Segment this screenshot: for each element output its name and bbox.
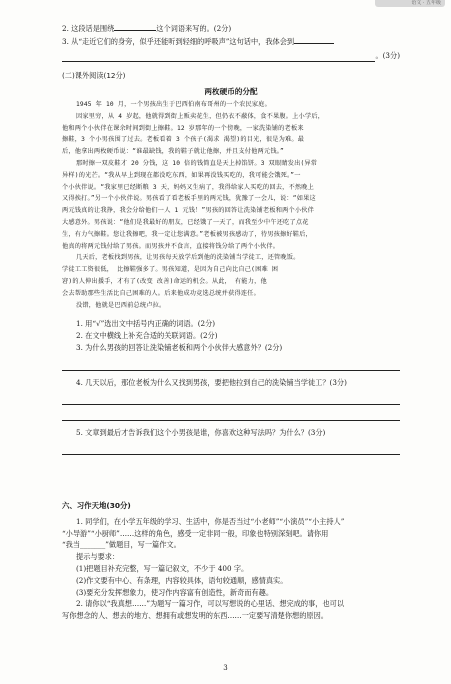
question-2: 2. 这段话是围绕 这个词语来写的。(2分) <box>62 24 232 33</box>
question-3: 3. 为什么男孩的回答让洗染铺老板和两个小伙伴大感意外？(2分) <box>76 342 283 352</box>
story-paragraph: 几天后，老板找到男孩，让男孩每天放学后到他的洗染铺当学徒工，还管晚饭。 <box>76 254 300 262</box>
story-paragraph: 因家里穷，从 4 岁起，他就得到街上贩卖花生，但仍衣不蔽体，食不果腹。上小学后， <box>76 112 325 120</box>
prompt-1-line: 1. 同学们，在小学五年级的学习、生活中，你是否当过“小老师”“小演员”“小主持人” <box>76 516 345 526</box>
section-heading: 六、习作天地(30分) <box>62 501 131 510</box>
prompt-1-line: “我当_______”做题目，写一篇作文。 <box>62 540 181 550</box>
answer-blank[interactable] <box>114 22 156 31</box>
story-line: 异样)的光芒。“我从早上到现在都没吃东西，如果再没钱买吃的，我可能会饿死。”一 <box>62 171 301 179</box>
story-line: 学徒工工资很低， 比擦鞋强多了。男孩知道，是因为自己向比自己(困难 困 <box>62 266 279 274</box>
story-title: 两枚硬币的分配 <box>204 86 258 96</box>
answer-blank[interactable] <box>294 35 334 44</box>
prompt-2-line: 写你想念的人、想去的地方、想拥有或想发明的东西……一定要写清楚你想的原因。 <box>62 611 328 621</box>
story-line: 大感意外。男孩说：“他们是我最好的朋友，已经饿了一天了，而我至少中午还吃了点花 <box>62 218 309 226</box>
story-line: 两元钱真的让我挣，我会分给他们一人 1 元钱！”男孩的回答让洗染铺老板和两个小伙伴 <box>62 207 315 215</box>
story-line: 后，他拿出两枚硬币说：“谁最缺钱，我的鞋子就让他擦，并且支付他两元钱。” <box>62 148 284 156</box>
question-3: 3. 从“走近它们的身旁，似乎还能听到轻细的呼吸声”这句话中，我体会到 <box>62 35 400 48</box>
tip-item: (3)要充分发挥想象力，使习作内容富有创造性，新奇而有趣。 <box>76 587 274 597</box>
story-line: 他和两个小伙伴在课余时间到街上擦鞋。12 岁那年的一个傍晚，一家洗染铺的老板来 <box>62 124 304 132</box>
tip-item: (2)作文要有中心、有条理，内容较具体，语句较通顺，感情真实。 <box>76 575 288 585</box>
story-paragraph: 那时擦一双皮鞋才 20 分钱，这 10 倍的钱简直是天上掉馅饼。3 双眼睛发出(异常 <box>76 159 318 167</box>
prompt-2-line: 2. 请你以“我真想……”为题写一篇习作，可以写想说的心里话、想完成的事，也可以 <box>76 599 345 609</box>
question-4: 4. 几天以后，那位老板为什么又找到男孩，要把他拉到自己的洗染铺当学徒工？(3分) <box>76 378 347 388</box>
section-heading: (二)课外阅读(12分) <box>62 71 126 80</box>
question-1: 1. 用“√”选出文中括号内正确的词语。(2分) <box>76 319 216 328</box>
story-line: 生，有力气擦鞋。您让我擦吧，我一定让您满意。”老板被男孩感动了，待男孩擦好鞋后， <box>62 230 312 238</box>
question-3-answer-row: 。(3分) <box>62 48 400 62</box>
question-2: 2. 在文中横线上补充合适的关联词语。(2分) <box>76 330 218 340</box>
answer-line[interactable] <box>62 409 400 421</box>
tip-item: (1)把题目补充完整，写一篇记叙文，不少于 400 字。 <box>76 563 249 573</box>
answer-line[interactable] <box>62 393 400 405</box>
prompt-1-line: “小导游”“小厨师”……这样的角色，感受一定非同一般，印象也特别深刻吧。请你用 <box>62 528 329 538</box>
tips-heading: 提示与要求： <box>76 552 120 562</box>
story-line: 又得挨打。”另一个小伙伴说。男孩看了看老板手里的两元钱，犹豫了一会儿，说：“如果这 <box>62 195 316 203</box>
answer-line[interactable] <box>62 443 400 455</box>
reading-questions-top <box>62 22 400 62</box>
story-line: 个小伙伴说。“我家里已经断粮 3 天，妈妈又生病了，我得给家人买吃的回去，不然晚上 <box>62 183 315 191</box>
reading-questions <box>62 318 400 455</box>
story-line: 会去帮助那些生活比自己困难的人。后来他成功竞选总统并获得连任。 <box>62 289 261 297</box>
story-line: 窘)的人伸出援手，才有了(改变 改善)命运的机会。从此， 有能力，他 <box>62 277 267 285</box>
answer-line[interactable] <box>62 50 375 62</box>
page-number: 3 <box>223 664 228 672</box>
story-text <box>62 99 400 311</box>
answer-line[interactable] <box>62 359 400 371</box>
story-line: 擦鞋，3 个小男孩围了过去。老板看着 3 个孩子(渴求 渴望)的目光，很是为难。最 <box>62 136 305 144</box>
writing-section <box>62 500 400 622</box>
extra-reading-section <box>62 70 400 98</box>
header-text: 语文 · 五年级 <box>411 0 441 6</box>
story-paragraph: 没错，他就是巴西前总统卢拉。 <box>76 301 166 309</box>
question-5: 5. 文章到最后才告诉我们这个小男孩是谁，你喜欢这种写法吗？为什么？(3分) <box>76 428 326 438</box>
story-paragraph: 1945 年 10 月，一个男孩出生于巴西伯南布哥州的一个农民家庭。 <box>76 101 272 108</box>
story-line: 他真的将两元钱付给了男孩。而男孩并不食言，直接将钱分给了两个小伙伴。 <box>62 242 280 250</box>
